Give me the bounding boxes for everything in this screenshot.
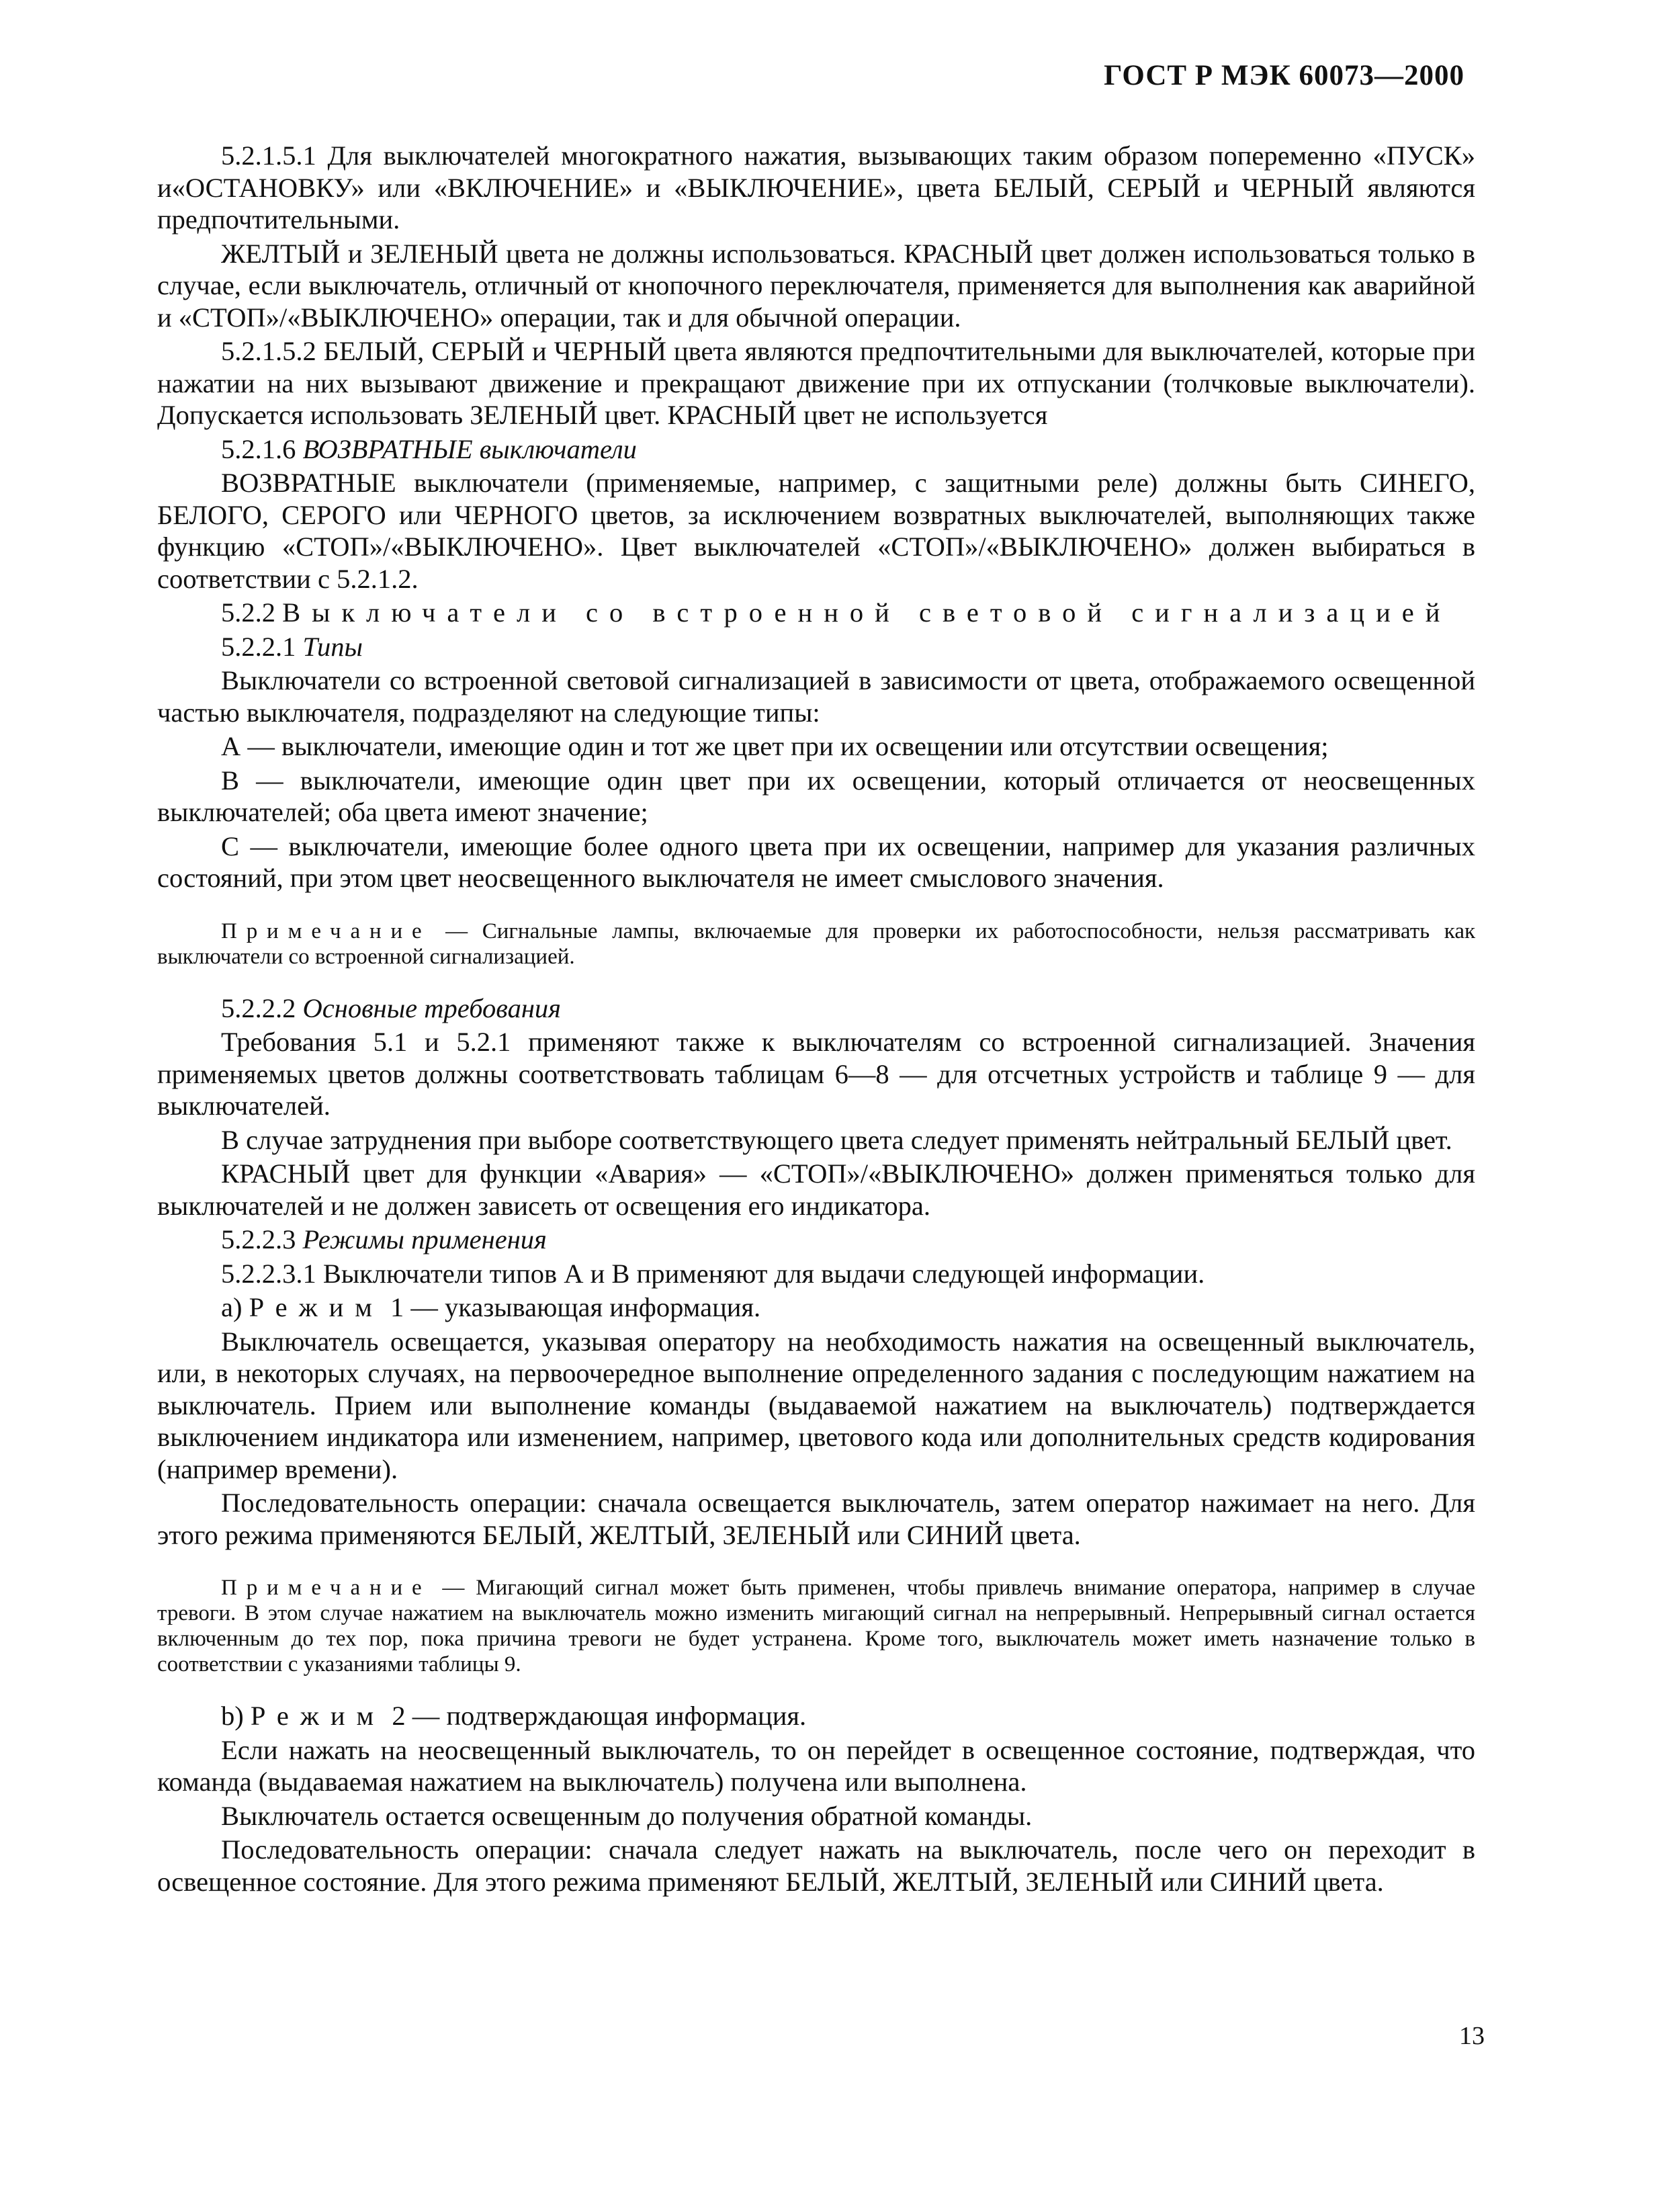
document-header: ГОСТ Р МЭК 60073—2000 bbox=[1104, 60, 1464, 91]
section-number: 5.2.2 bbox=[221, 597, 275, 628]
paragraph: Выключатели со встроенной световой сигнализацией в зависимости от цвета, отображаемого освещенной частью выключателя, подразделяют на следующие типы: bbox=[157, 665, 1475, 728]
section-heading-5-2-2 bbox=[157, 597, 1475, 629]
paragraph-5-2-1-5-2: 5.2.1.5.2 БЕЛЫЙ, СЕРЫЙ и ЧЕРНЫЙ цвета являются предпочтительными для выключателей, которые при нажатии на них вызывают движение и прекращают движение при их отпускании (толчковые выключатели). Допускается использовать ЗЕЛЕНЫЙ цвет. КРАСНЫЙ цвет не используется bbox=[157, 336, 1475, 430]
section-heading-5-2-2-3 bbox=[157, 1224, 1475, 1256]
section-number: 5.2.2.2 bbox=[221, 992, 296, 1023]
page-number: 13 bbox=[1459, 2022, 1485, 2050]
section-title: Режимы применения bbox=[302, 1224, 547, 1254]
mode-label: Режим bbox=[250, 1701, 386, 1731]
paragraph: Выключатель остается освещенным до получения обратной команды. bbox=[221, 1800, 1033, 1831]
paragraph: В случае затруднения при выборе соответствующего цвета следует применять нейтральный БЕЛЫЙ цвет. bbox=[221, 1124, 1452, 1155]
paragraph: Если нажать на неосвещенный выключатель, то он перейдет в освещенное состояние, подтверждая, что команда (выдаваемая нажатием на выключатель) получена или выполнена. bbox=[157, 1734, 1475, 1797]
paragraph-5-2-2-3-1: 5.2.2.3.1 Выключатели типов А и В применяют для выдачи следующей информации. bbox=[221, 1258, 1205, 1289]
paragraph: ЖЕЛТЫЙ и ЗЕЛЕНЫЙ цвета не должны использоваться. КРАСНЫЙ цвет должен использоваться только в случае, если выключатель, отличный от кнопочного переключателя, применяется для выполнения как аварийной и «СТОП»/«ВЫКЛЮЧЕНО» операции, так и для обычной операции. bbox=[157, 238, 1475, 333]
paragraph: КРАСНЫЙ цвет для функции «Авария» — «СТОП»/«ВЫКЛЮЧЕНО» должен применяться только для выключателей и не должен зависеть от освещения его индикатора. bbox=[157, 1158, 1475, 1221]
mode-1-heading bbox=[157, 1291, 1475, 1324]
note bbox=[157, 919, 1475, 970]
section-heading-5-2-1-6 bbox=[157, 433, 1475, 466]
paragraph: Требования 5.1 и 5.2.1 применяют также к выключателям со встроенной сигнализацией. Значения применяемых цветов должны соответствовать таблицам 6—8 — для отсчетных устройств и таблице 9 — для выключателей. bbox=[157, 1027, 1475, 1121]
mode-text: 2 — подтверждающая информация. bbox=[385, 1701, 807, 1731]
paragraph: Последовательность операции: сначала следует нажать на выключатель, после чего он переходит в освещенное состояние. Для этого режима применяют БЕЛЫЙ, ЖЕЛТЫЙ, ЗЕЛЕНЫЙ или СИНИЙ цвета. bbox=[157, 1834, 1475, 1897]
list-item-type-b: В — выключатели, имеющие один цвет при их освещении, который отличается от неосвещенных выключателей; оба цвета имеют значение; bbox=[157, 765, 1475, 827]
section-number: 5.2.2.1 bbox=[221, 631, 296, 662]
section-number: 5.2.2.3 bbox=[221, 1224, 296, 1254]
paragraph: Последовательность операции: сначала освещается выключатель, затем оператор нажимает на него. Для этого режима применяются БЕЛЫЙ, ЖЕЛТЫЙ, ЗЕЛЕНЫЙ или СИНИЙ цвета. bbox=[157, 1488, 1475, 1550]
section-title: Типы bbox=[302, 631, 363, 662]
note-text: — Сигнальные лампы, включаемые для проверки их работоспособности, нельзя рассматривать как выключатели со встроенной сигнализацией. bbox=[157, 919, 1475, 969]
note-label: Примечание bbox=[221, 1576, 431, 1600]
section-title: ВОЗВРАТНЫЕ выключатели bbox=[302, 433, 637, 464]
list-item-type-c: С — выключатели, имеющие более одного цвета при их освещении, например для указания различных состояний, при этом цвет неосвещенного выключателя не имеет смыслового значения. bbox=[157, 831, 1475, 893]
mode-2-heading bbox=[157, 1700, 1475, 1732]
section-title: Выключатели со встроенной световой сигнализацией bbox=[282, 597, 1452, 628]
mode-prefix: b) bbox=[221, 1701, 251, 1731]
mode-text: 1 — указывающая информация. bbox=[383, 1292, 761, 1322]
page-body bbox=[157, 140, 1475, 1898]
section-heading-5-2-2-2 bbox=[157, 992, 1475, 1025]
list-item-type-a: А — выключатели, имеющие один и тот же цвет при их освещении или отсутствии освещения; bbox=[221, 731, 1329, 761]
mode-label: Режим bbox=[249, 1292, 384, 1322]
note bbox=[157, 1575, 1475, 1677]
paragraph: ВОЗВРАТНЫЕ выключатели (применяемые, например, с защитными реле) должны быть СИНЕГО, БЕЛОГО, СЕРОГО или ЧЕРНОГО цветов, за исключением возвратных выключателей, выполняющих также функцию «СТОП»/«ВЫКЛЮЧЕНО». Цвет выключателей «СТОП»/«ВЫКЛЮЧЕНО» должен выбираться в соответствии с 5.2.1.2. bbox=[157, 468, 1475, 594]
paragraph: Выключатель освещается, указывая оператору на необходимость нажатия на освещенный выключатель, или, в некоторых случаях, на первоочередное выполнение определенного задания с последующим нажатием на выключатель. Прием или выполнение команды (выдаваемой нажатием на выключатель) подтверждается выключением индикатора или изменением, например, цветового кода или дополнительных средств кодирования (например времени). bbox=[157, 1326, 1475, 1484]
paragraph-5-2-1-5-1: 5.2.1.5.1 Для выключателей многократного нажатия, вызывающих таким образом попеременно «ПУСК» и«ОСТАНОВКУ» или «ВКЛЮЧЕНИЕ» и «ВЫКЛЮЧЕНИЕ», цвета БЕЛЫЙ, СЕРЫЙ и ЧЕРНЫЙ являются предпочтительными. bbox=[157, 140, 1475, 235]
section-heading-5-2-2-1 bbox=[157, 631, 1475, 663]
mode-prefix: а) bbox=[221, 1292, 249, 1322]
note-text: — Мигающий сигнал может быть применен, чтобы привлечь внимание оператора, например в случае тревоги. В этом случае нажатием на выключатель можно изменить мигающий сигнал на непрерывный. Непрерывный сигнал остается включенным до тех пор, пока причина тревоги не будет устранена. Кроме того, выключатель может иметь назначение только в соответствии с указаниями таблицы 9. bbox=[157, 1576, 1475, 1676]
section-title: Основные требования bbox=[302, 992, 562, 1023]
section-number: 5.2.1.6 bbox=[221, 433, 296, 464]
note-label: Примечание bbox=[221, 919, 431, 943]
